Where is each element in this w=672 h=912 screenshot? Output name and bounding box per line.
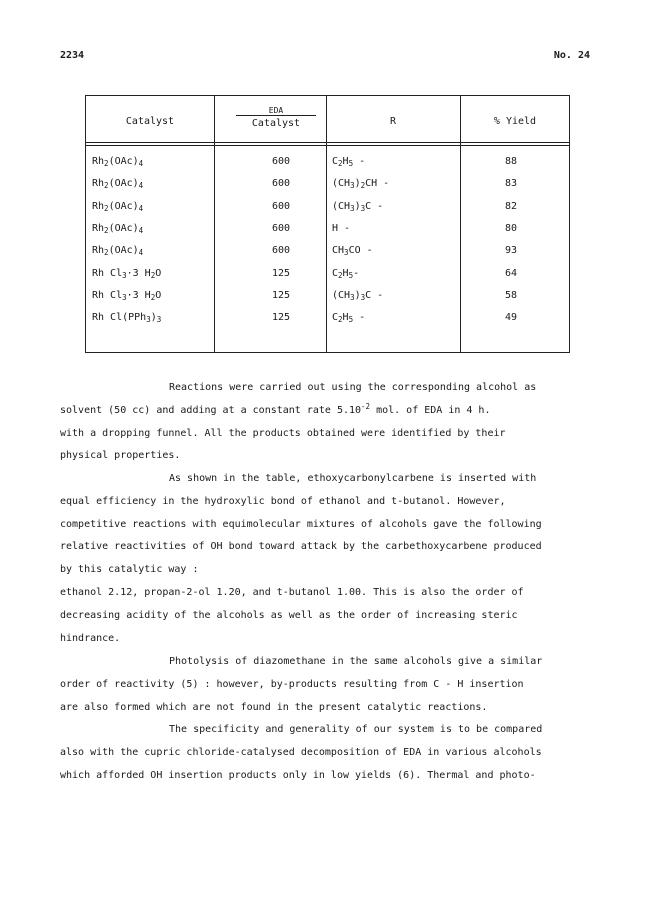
cell-r-group: $C_2H_5$ - — [332, 312, 366, 325]
text-line: which afforded OH insertion products only in low yields (6). Thermal and photo- — [60, 769, 536, 781]
cell-yield: 83 — [504, 178, 518, 190]
text-line: also with the cupric chloride-catalysed decomposition of EDA in various alcohols — [60, 746, 542, 758]
cell-yield: 64 — [504, 267, 518, 279]
cell-yield: 58 — [504, 289, 518, 301]
text-line: decreasing acidity of the alcohols as well as the order of increasing steric — [60, 609, 518, 621]
header-r: R — [389, 116, 397, 127]
cell-r-group: $C_2H_5-$ — [332, 267, 360, 280]
cell-catalyst: Rh $Cl_3\cdot 3$ $H_2O$ — [92, 267, 162, 280]
cell-catalyst: $Rh_2(OAc)_4$ — [92, 200, 144, 213]
header-ratio — [236, 106, 316, 129]
cell-yield: 88 — [504, 156, 518, 167]
header-divider — [86, 145, 569, 146]
cell-ratio: 600 — [271, 222, 291, 234]
cell-ratio: 600 — [271, 245, 291, 257]
cell-r-group: $(CH_3)_3C$ - — [332, 289, 384, 302]
cell-yield: 93 — [504, 245, 518, 257]
text-line: competitive reactions with equimolecular mixtures of alcohols gave the following — [60, 518, 542, 530]
catalyst-yield-table — [85, 95, 570, 353]
journal-issue-number: No. 24 — [553, 50, 590, 61]
cell-catalyst: $Rh_2(OAc)_4$ — [92, 245, 144, 258]
text-line: are also formed which are not found in the present catalytic reactions. — [60, 701, 488, 713]
cell-r-group: $(CH_3)_2CH$ - — [332, 178, 390, 191]
cell-ratio: 125 — [271, 267, 291, 279]
header-catalyst: Catalyst — [125, 116, 175, 127]
cell-ratio: 125 — [271, 289, 291, 301]
text-line: order of reactivity (5) : however, by-products resulting from C - H insertion — [60, 678, 524, 690]
cell-r-group: H - — [332, 222, 351, 234]
text-line: hindrance. — [60, 632, 121, 644]
cell-catalyst: $Rh_2(OAc)_4$ — [92, 178, 144, 191]
cell-r-group: $CH_3CO$ - — [332, 245, 373, 258]
cell-yield: 82 — [504, 200, 518, 212]
text-line: relative reactivities of OH bond toward attack by the carbethoxycarbene produced — [60, 541, 542, 553]
cell-catalyst: $Rh_2(OAc)_4$ — [92, 222, 144, 235]
header-divider — [86, 142, 569, 143]
page-number: 2234 — [60, 50, 85, 61]
text-line: by this catalytic way : — [60, 564, 199, 576]
cell-ratio: 600 — [271, 178, 291, 190]
text-line: solvent (50 cc) and adding at a constant rate $5.10^{-2}$ mol. of EDA in 4 h. — [60, 401, 491, 416]
text-line: with a dropping funnel. All the products obtained were identified by their — [60, 427, 506, 439]
column-divider — [214, 96, 215, 352]
cell-ratio: 600 — [271, 200, 291, 212]
cell-yield: 49 — [504, 312, 518, 324]
text-line: As shown in the table, ethoxycarbonylcarbene is inserted with — [169, 473, 537, 484]
cell-r-group: $C_2H_5$ - — [332, 156, 366, 168]
text-line: physical properties. — [60, 450, 181, 462]
cell-yield: 80 — [504, 222, 518, 234]
text-line: equal efficiency in the hydroxylic bond of ethanol and t-butanol. However, — [60, 495, 506, 507]
text-line: Reactions were carried out using the corresponding alcohol as — [169, 382, 537, 393]
text-line: Photolysis of diazomethane in the same alcohols give a similar — [169, 656, 543, 667]
cell-catalyst: Rh $Cl_3\cdot 3$ $H_2O$ — [92, 289, 162, 302]
text-line: ethanol 2.12, propan-2-ol 1.20, and t-butanol 1.00. This is also the order of — [60, 587, 524, 598]
column-divider — [326, 96, 327, 352]
header-ratio-numerator: EDA — [236, 106, 316, 116]
header-yield: % Yield — [493, 116, 537, 127]
cell-ratio: 600 — [271, 156, 291, 167]
text-line: The specificity and generality of our system is to be compared — [169, 724, 543, 735]
cell-r-group: $(CH_3)_3C$ - — [332, 200, 384, 213]
cell-ratio: 125 — [271, 312, 291, 324]
cell-catalyst: $Rh_2(OAc)_4$ — [92, 156, 144, 168]
cell-catalyst: Rh $Cl(PPh_3)_3$ — [92, 312, 162, 325]
header-ratio-denominator: Catalyst — [251, 118, 301, 129]
